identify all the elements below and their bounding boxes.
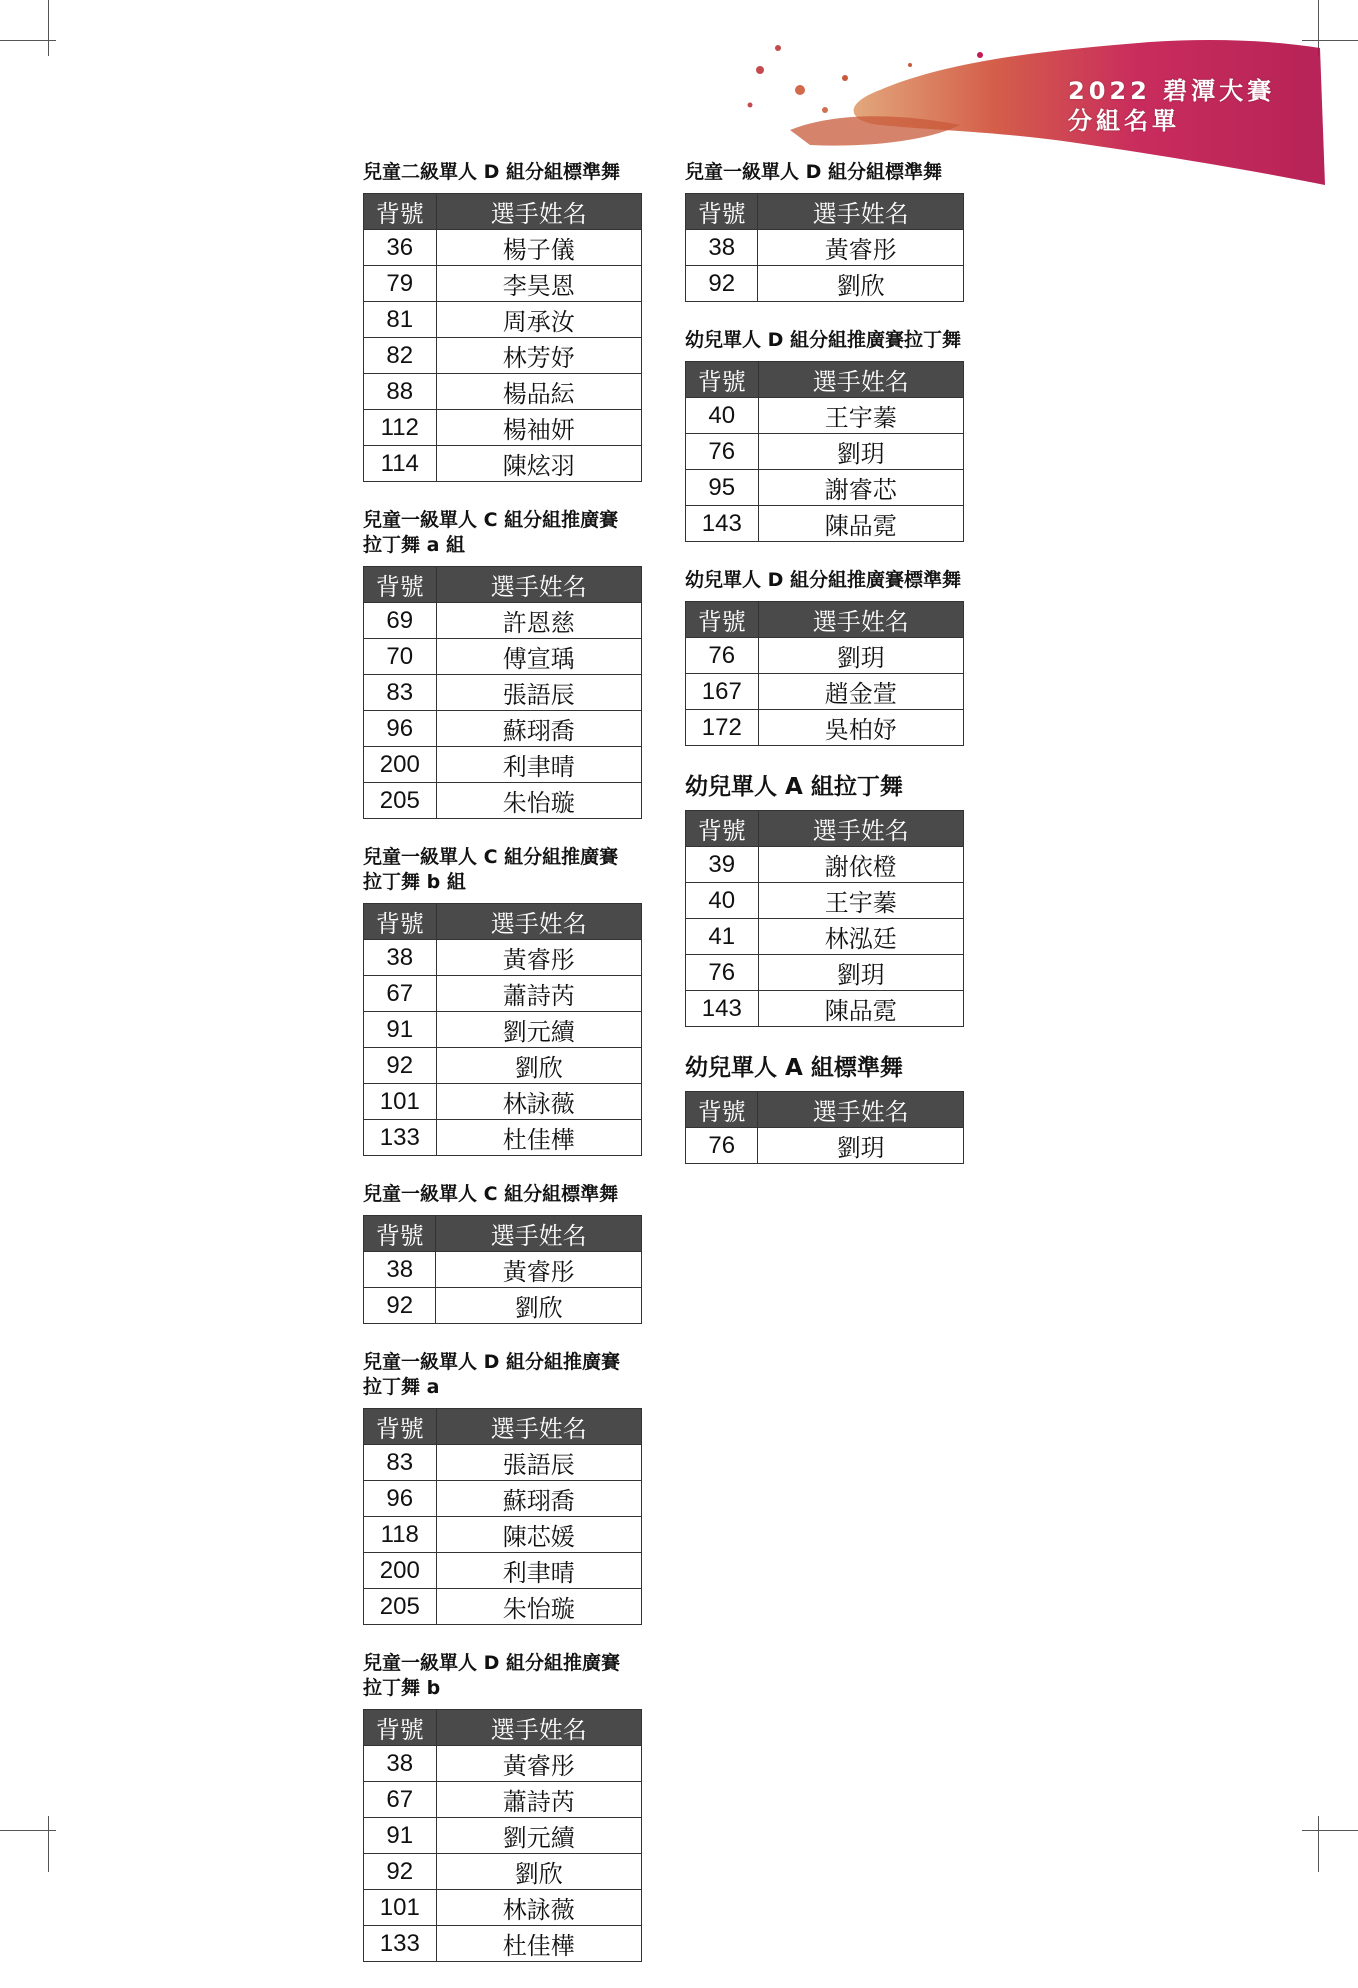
bib-number: 69 [364, 603, 437, 639]
bib-number: 95 [686, 470, 759, 506]
table-body [364, 1445, 642, 1625]
table-row [364, 1445, 642, 1481]
bib-number: 88 [364, 374, 437, 410]
competitor-name: 劉玥 [758, 638, 963, 674]
competitor-name: 黃睿彤 [436, 1746, 641, 1782]
section-title: 幼兒單人 D 組分組推廣賽標準舞 [685, 569, 962, 591]
bib-number: 200 [364, 1553, 437, 1589]
page-title [1068, 76, 1338, 136]
column-header-name: 選手姓名 [436, 904, 641, 940]
roster-table [363, 1408, 642, 1625]
section-title: 幼兒單人 A 組標準舞 [685, 1055, 903, 1081]
bib-number: 143 [686, 991, 759, 1027]
column-header-number: 背號 [364, 1409, 437, 1445]
roster-table [363, 193, 642, 482]
bib-number: 39 [686, 847, 759, 883]
crop-mark [1318, 1816, 1319, 1872]
roster-section [363, 1350, 653, 1625]
competitor-name: 劉欣 [436, 1854, 641, 1890]
section-title: 兒童一級單人 C 組分組標準舞 [363, 1183, 619, 1205]
competitor-name: 傅宣瑀 [436, 639, 641, 675]
table-header [364, 567, 642, 603]
bib-number: 118 [364, 1517, 437, 1553]
competitor-name: 吳柏妤 [758, 710, 963, 746]
competitor-name: 林芳妤 [436, 338, 641, 374]
table-row [686, 955, 964, 991]
table-row [364, 1288, 642, 1324]
column-header-number: 背號 [364, 567, 437, 603]
table-row [364, 1818, 642, 1854]
section-title: 兒童一級單人 D 組分組推廣賽 拉丁舞 a [363, 1351, 621, 1398]
section-title: 幼兒單人 A 組拉丁舞 [685, 774, 903, 800]
crop-mark [48, 0, 49, 56]
table-row [364, 1589, 642, 1625]
table-header [364, 194, 642, 230]
competitor-name: 朱怡璇 [436, 783, 641, 819]
bib-number: 200 [364, 747, 437, 783]
competitor-name: 利聿晴 [436, 1553, 641, 1589]
table-row [686, 919, 964, 955]
roster-section [363, 1651, 653, 1962]
competitor-name: 劉欣 [758, 266, 964, 302]
bib-number: 76 [686, 1128, 758, 1164]
roster-section [363, 160, 653, 482]
table-row [364, 1120, 642, 1156]
competitor-name: 劉玥 [758, 1128, 964, 1164]
table-row [686, 398, 964, 434]
bib-number: 38 [364, 1252, 436, 1288]
competitor-name: 謝睿芯 [758, 470, 963, 506]
header-row [686, 811, 964, 847]
column-header-number: 背號 [686, 362, 759, 398]
section-title: 兒童一級單人 C 組分組推廣賽 拉丁舞 b 組 [363, 846, 619, 893]
column-header-name: 選手姓名 [436, 1409, 641, 1445]
table-row [364, 976, 642, 1012]
roster-table [685, 810, 964, 1027]
bib-number: 133 [364, 1120, 437, 1156]
header-row [364, 904, 642, 940]
table-row [686, 638, 964, 674]
competitor-name: 劉欣 [436, 1048, 641, 1084]
table-row [364, 639, 642, 675]
bib-number: 67 [364, 976, 437, 1012]
table-row [364, 266, 642, 302]
competitor-name: 杜佳樺 [436, 1120, 641, 1156]
table-body [364, 603, 642, 819]
column-header-number: 背號 [686, 602, 759, 638]
bib-number: 96 [364, 1481, 437, 1517]
column-header-number: 背號 [686, 1092, 758, 1128]
competitor-name: 黃睿彤 [436, 940, 641, 976]
table-header [364, 1710, 642, 1746]
header-row [364, 194, 642, 230]
header-row [686, 194, 964, 230]
table-row [364, 1481, 642, 1517]
section-title: 幼兒單人 D 組分組推廣賽拉丁舞 [685, 329, 962, 351]
table-body [686, 1128, 964, 1164]
roster-table [363, 566, 642, 819]
bib-number: 76 [686, 638, 759, 674]
bib-number: 101 [364, 1890, 437, 1926]
column-header-number: 背號 [686, 194, 758, 230]
competitor-name: 蕭詩芮 [436, 1782, 641, 1818]
column-header-name: 選手姓名 [758, 194, 964, 230]
crop-mark [48, 1816, 49, 1872]
roster-section [363, 1182, 653, 1324]
table-row [364, 1890, 642, 1926]
table-row [364, 1084, 642, 1120]
table-row [364, 711, 642, 747]
competitor-name: 王宇蓁 [758, 398, 963, 434]
bib-number: 76 [686, 434, 759, 470]
header-row [364, 1216, 642, 1252]
table-row [686, 674, 964, 710]
bib-number: 79 [364, 266, 437, 302]
bib-number: 38 [686, 230, 758, 266]
table-row [364, 1926, 642, 1962]
bib-number: 76 [686, 955, 759, 991]
competitor-name: 趙金萱 [758, 674, 963, 710]
competitor-name: 蘇珝喬 [436, 1481, 641, 1517]
table-row [364, 603, 642, 639]
table-row [364, 1782, 642, 1818]
bib-number: 172 [686, 710, 759, 746]
column-header-name: 選手姓名 [758, 1092, 964, 1128]
header-row [686, 602, 964, 638]
bib-number: 70 [364, 639, 437, 675]
bib-number: 41 [686, 919, 759, 955]
title-line-2: 分組名單 [1068, 107, 1180, 135]
competitor-name: 劉玥 [758, 434, 963, 470]
competitor-name: 張語辰 [436, 1445, 641, 1481]
column-header-name: 選手姓名 [758, 811, 963, 847]
bib-number: 112 [364, 410, 437, 446]
competitor-name: 林詠薇 [436, 1084, 641, 1120]
bib-number: 38 [364, 1746, 437, 1782]
table-body [364, 230, 642, 482]
header-row [364, 567, 642, 603]
table-header [686, 602, 964, 638]
competitor-name: 黃睿彤 [436, 1252, 642, 1288]
roster-table [685, 361, 964, 542]
table-row [686, 266, 964, 302]
bib-number: 83 [364, 675, 437, 711]
competitor-name: 杜佳樺 [436, 1926, 641, 1962]
table-row [364, 338, 642, 374]
section-title: 兒童一級單人 D 組分組推廣賽 拉丁舞 b [363, 1652, 621, 1699]
roster-section [685, 1053, 1005, 1164]
table-header [364, 1216, 642, 1252]
bib-number: 83 [364, 1445, 437, 1481]
table-row [686, 506, 964, 542]
table-row [364, 410, 642, 446]
roster-table [363, 903, 642, 1156]
table-row [364, 1553, 642, 1589]
table-row [364, 230, 642, 266]
bib-number: 92 [364, 1854, 437, 1890]
table-row [686, 847, 964, 883]
roster-table [363, 1215, 642, 1324]
competitor-name: 周承汝 [436, 302, 641, 338]
bib-number: 82 [364, 338, 437, 374]
column-header-name: 選手姓名 [758, 602, 963, 638]
table-row [686, 883, 964, 919]
table-row [686, 710, 964, 746]
table-header [686, 362, 964, 398]
table-body [364, 1746, 642, 1962]
bib-number: 36 [364, 230, 437, 266]
bib-number: 101 [364, 1084, 437, 1120]
competitor-name: 楊品紜 [436, 374, 641, 410]
left-column [363, 160, 653, 1988]
table-row [686, 230, 964, 266]
crop-mark [0, 1830, 56, 1831]
competitor-name: 陳品霓 [758, 506, 963, 542]
column-header-name: 選手姓名 [436, 1216, 642, 1252]
roster-table [685, 193, 964, 302]
bib-number: 91 [364, 1012, 437, 1048]
bib-number: 96 [364, 711, 437, 747]
header-row [686, 1092, 964, 1128]
column-header-name: 選手姓名 [758, 362, 963, 398]
bib-number: 133 [364, 1926, 437, 1962]
table-header [364, 904, 642, 940]
table-header [364, 1409, 642, 1445]
bib-number: 92 [364, 1048, 437, 1084]
bib-number: 38 [364, 940, 437, 976]
table-row [364, 1517, 642, 1553]
table-row [364, 1012, 642, 1048]
roster-table [363, 1709, 642, 1962]
header-row [364, 1409, 642, 1445]
competitor-name: 蘇珝喬 [436, 711, 641, 747]
table-body [364, 940, 642, 1156]
competitor-name: 劉元續 [436, 1818, 641, 1854]
table-body [686, 398, 964, 542]
table-row [364, 302, 642, 338]
table-row [364, 675, 642, 711]
competitor-name: 楊子儀 [436, 230, 641, 266]
table-body [686, 638, 964, 746]
competitor-name: 張語辰 [436, 675, 641, 711]
title-line-1: 2022 碧潭大賽 [1068, 77, 1276, 105]
bib-number: 40 [686, 883, 759, 919]
competitor-name: 王宇蓁 [758, 883, 963, 919]
bib-number: 40 [686, 398, 759, 434]
section-title: 兒童二級單人 D 組分組標準舞 [363, 161, 621, 183]
table-row [364, 1746, 642, 1782]
competitor-name: 蕭詩芮 [436, 976, 641, 1012]
competitor-name: 劉玥 [758, 955, 963, 991]
roster-section [685, 772, 1005, 1027]
table-row [686, 1128, 964, 1164]
bib-number: 143 [686, 506, 759, 542]
table-body [686, 847, 964, 1027]
competitor-name: 謝依橙 [758, 847, 963, 883]
competitor-name: 楊袖妍 [436, 410, 641, 446]
table-row [364, 374, 642, 410]
column-header-number: 背號 [364, 1216, 436, 1252]
competitor-name: 陳品霓 [758, 991, 963, 1027]
header-row [364, 1710, 642, 1746]
bib-number: 91 [364, 1818, 437, 1854]
table-header [686, 194, 964, 230]
competitor-name: 利聿晴 [436, 747, 641, 783]
bib-number: 67 [364, 1782, 437, 1818]
competitor-name: 陳芯媛 [436, 1517, 641, 1553]
competitor-name: 黃睿彤 [758, 230, 964, 266]
competitor-name: 朱怡璇 [436, 1589, 641, 1625]
table-row [364, 446, 642, 482]
bib-number: 205 [364, 783, 437, 819]
competitor-name: 劉元續 [436, 1012, 641, 1048]
table-header [686, 1092, 964, 1128]
table-row [364, 940, 642, 976]
column-header-name: 選手姓名 [436, 194, 641, 230]
right-column [685, 160, 1005, 1190]
crop-mark [0, 40, 56, 41]
column-header-number: 背號 [364, 1710, 437, 1746]
crop-mark [1302, 1830, 1358, 1831]
table-body [364, 1252, 642, 1324]
roster-section [685, 160, 1005, 302]
section-title: 兒童一級單人 C 組分組推廣賽 拉丁舞 a 組 [363, 509, 619, 556]
competitor-name: 許恩慈 [436, 603, 641, 639]
table-row [364, 1252, 642, 1288]
bib-number: 92 [686, 266, 758, 302]
roster-section [363, 845, 653, 1156]
competitor-name: 陳炫羽 [436, 446, 641, 482]
table-header [686, 811, 964, 847]
competitor-name: 李昊恩 [436, 266, 641, 302]
header-row [686, 362, 964, 398]
column-header-name: 選手姓名 [436, 1710, 641, 1746]
column-header-number: 背號 [686, 811, 759, 847]
competitor-name: 林泓廷 [758, 919, 963, 955]
table-row [686, 470, 964, 506]
table-row [364, 783, 642, 819]
roster-section [685, 568, 1005, 746]
bib-number: 205 [364, 1589, 437, 1625]
column-header-number: 背號 [364, 904, 437, 940]
roster-section [363, 508, 653, 819]
roster-table [685, 1091, 964, 1164]
bib-number: 114 [364, 446, 437, 482]
roster-table [685, 601, 964, 746]
bib-number: 167 [686, 674, 759, 710]
table-row [686, 991, 964, 1027]
bib-number: 81 [364, 302, 437, 338]
table-body [686, 230, 964, 302]
bib-number: 92 [364, 1288, 436, 1324]
table-row [364, 1048, 642, 1084]
section-title: 兒童一級單人 D 組分組標準舞 [685, 161, 943, 183]
competitor-name: 劉欣 [436, 1288, 642, 1324]
column-header-number: 背號 [364, 194, 437, 230]
roster-section [685, 328, 1005, 542]
table-row [686, 434, 964, 470]
table-row [364, 747, 642, 783]
column-header-name: 選手姓名 [436, 567, 641, 603]
competitor-name: 林詠薇 [436, 1890, 641, 1926]
